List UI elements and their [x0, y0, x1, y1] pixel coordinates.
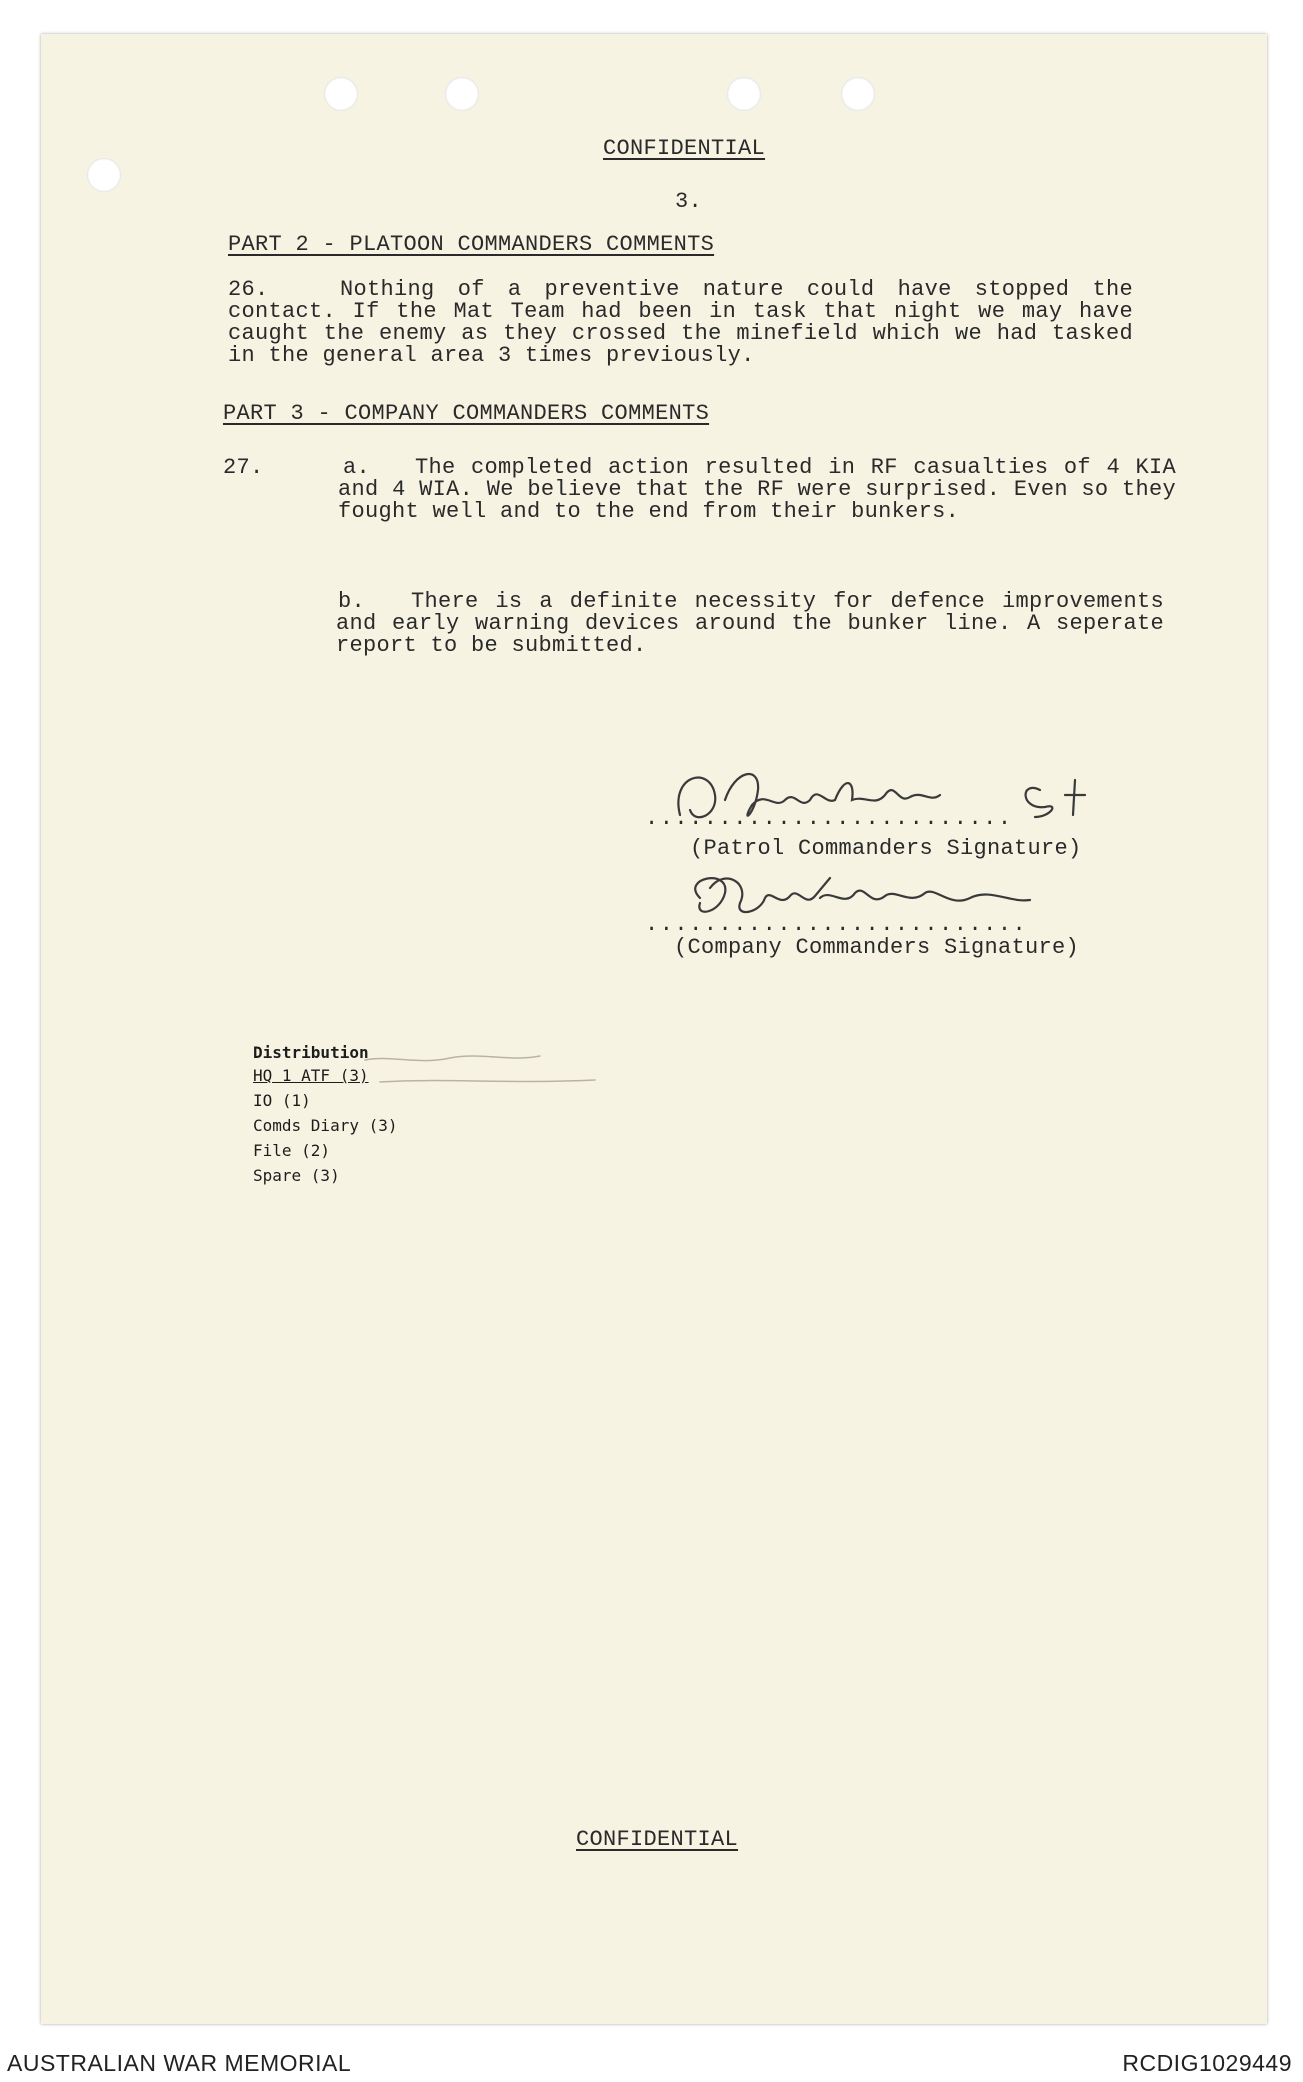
sub-b-label: b.: [338, 589, 366, 614]
classification-footer: CONFIDENTIAL: [576, 1827, 739, 1852]
archive-footer-right: RCDIG1029449: [1122, 2050, 1292, 2076]
distribution-heading: Distribution: [253, 1043, 369, 1062]
sub-b-paragraph: There is a definite necessity for defence improvements and early warning devices around the bunker line. A seperate report to be submitted.: [336, 589, 1164, 658]
distribution-item: Spare (3): [253, 1166, 340, 1185]
punch-hole: [445, 77, 479, 111]
part2-para-number: 26.: [228, 277, 269, 302]
company-signature-label: (Company Commanders Signature): [674, 935, 1080, 960]
patrol-signature-label: (Patrol Commanders Signature): [690, 836, 1082, 861]
distribution-item: IO (1): [253, 1091, 311, 1110]
part2-paragraph: Nothing of a preventive nature could have stopped the contact. If the Mat Team had been in task that night we may have caught the enemy as they crossed the minefield which we had tasked in the general area 3 times previously.: [228, 277, 1133, 368]
part3-heading: PART 3 - COMPANY COMMANDERS COMMENTS: [223, 401, 710, 426]
company-signature-line: ..........................: [645, 912, 1028, 937]
patrol-signature-line: .........................: [645, 806, 1013, 831]
punch-hole: [87, 158, 121, 192]
part2-heading: PART 2 - PLATOON COMMANDERS COMMENTS: [228, 232, 715, 257]
punch-hole: [324, 77, 358, 111]
archive-footer-left: AUSTRALIAN WAR MEMORIAL: [7, 2050, 352, 2076]
sub-a-label: a.: [343, 455, 371, 480]
distribution-item: File (2): [253, 1141, 331, 1160]
distribution-item: HQ 1 ATF (3): [253, 1066, 369, 1085]
punch-hole: [841, 77, 875, 111]
punch-hole: [727, 77, 761, 111]
part3-para-number: 27.: [223, 455, 264, 480]
sub-a-paragraph: The completed action resulted in RF casualties of 4 KIA and 4 WIA. We believe that the RF were surprised. Even so they fought well and to the end from their bunkers.: [338, 455, 1176, 524]
distribution-item: Comds Diary (3): [253, 1116, 398, 1135]
page-number: 3.: [675, 189, 703, 214]
classification-header: CONFIDENTIAL: [603, 136, 766, 161]
pencil-annotation: [360, 1040, 600, 1090]
